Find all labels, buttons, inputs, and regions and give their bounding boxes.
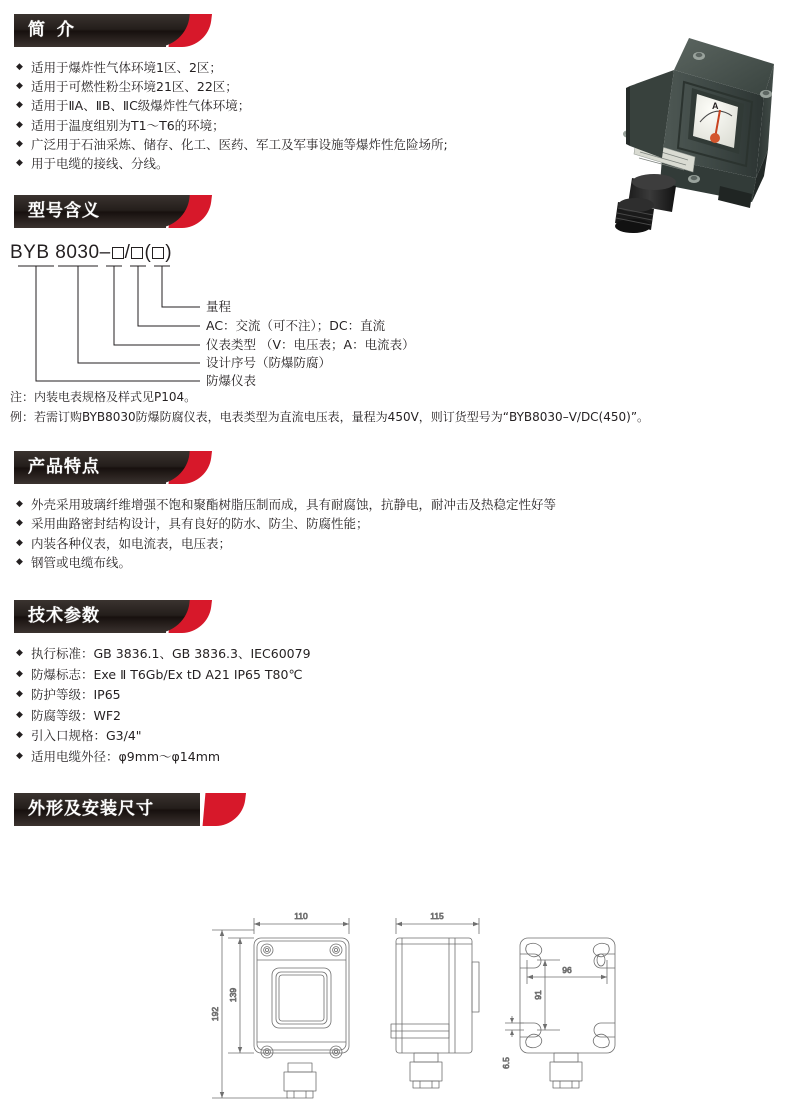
list-item: ◆ 适用于温度组别为T1～T6的环境； xyxy=(16,116,800,135)
model-placeholder-range xyxy=(152,247,164,259)
dim-label-front-width: 110 xyxy=(294,911,308,921)
model-legend-diagram xyxy=(10,264,800,389)
enclosure-left-edge xyxy=(626,86,630,146)
list-item: ◆ 适用电缆外径：φ9mm～φ14mm xyxy=(16,747,800,768)
list-item: ◆ 外壳采用玻璃纤维增强不饱和聚酯树脂压制而成，具有耐腐蚀，抗静电，耐冲击及热稳定性好等 xyxy=(16,495,800,514)
section-banner-dimensions xyxy=(14,793,244,826)
list-item: ◆ 引入口规格：G3/4" xyxy=(16,726,800,747)
model-code-dash: – xyxy=(99,242,111,264)
model-legend-label: 仪表类型 （V：电压表；A：电流表） xyxy=(206,337,415,353)
list-item: ◆ 防腐等级：WF2 xyxy=(16,706,800,727)
dimension-drawings-svg xyxy=(0,900,800,1108)
product-photo xyxy=(596,26,800,240)
specs-list xyxy=(16,644,800,767)
dim-label-rear-hole-horizontal: 96 xyxy=(562,965,572,975)
section-banner-intro xyxy=(14,14,210,47)
section-title-specs: 技术参数 xyxy=(28,606,100,627)
list-item: ◆ 防护等级：IP65 xyxy=(16,685,800,706)
model-example: 例：若需订购BYB8030防爆防腐仪表，电表类型为直流电压表，量程为450V，则订货型号为“BYB8030–V/DC(450)”。 xyxy=(10,410,650,425)
list-item: ◆ 广泛用于石油采炼、储存、化工、医药、军工及军事设施等爆炸性危险场所; xyxy=(16,135,800,154)
dim-label-front-inner-height: 139 xyxy=(228,987,238,1003)
meter-unit-label: A xyxy=(712,101,719,111)
list-item: ◆ 执行标准：GB 3836.1、GB 3836.3、IEC60079 xyxy=(16,644,800,665)
model-code-paren-close: ) xyxy=(165,242,173,264)
list-item: ◆ 内装各种仪表，如电流表，电压表； xyxy=(16,534,800,553)
list-item: ◆ 钢管或电缆布线。 xyxy=(16,553,800,572)
section-banner-specs xyxy=(14,600,210,633)
list-item: ◆ 防爆标志：Exe Ⅱ T6Gb/Ex tD A21 IP65 T80℃ xyxy=(16,665,800,686)
list-item: ◆ 采用曲路密封结构设计，具有良好的防水、防尘、防腐性能； xyxy=(16,514,800,533)
meter-pivot xyxy=(710,133,720,143)
list-item: ◆ 适用于可燃性粉尘环境21区、22区； xyxy=(16,77,800,96)
list-item: ◆ 适用于爆炸性气体环境1区、2区； xyxy=(16,58,800,77)
section-title-model: 型号含义 xyxy=(28,201,100,222)
dim-label-side-depth: 115 xyxy=(430,911,444,921)
section-title-intro: 简 介 xyxy=(28,20,77,40)
drawing-front-view xyxy=(254,938,349,1098)
model-legend-label: AC：交流（可不注）；DC：直流 xyxy=(206,318,386,334)
dimension-drawings xyxy=(0,900,800,1108)
model-code-paren-open: ( xyxy=(144,242,152,264)
cable-gland xyxy=(615,174,676,233)
list-item: ◆ 适用于ⅡA、ⅡB、ⅡC级爆炸性气体环境； xyxy=(16,96,800,115)
model-code-line xyxy=(10,242,800,264)
model-legend-label: 量程 xyxy=(206,299,232,315)
list-item: ◆ 用于电缆的接线、分线。 xyxy=(16,154,800,173)
banner-red-swoosh xyxy=(194,793,246,826)
dim-front-outer-height xyxy=(212,930,288,1098)
model-note: 注：内装电表规格及样式见P104。 xyxy=(10,390,197,405)
dim-label-rear-hole-vertical: 91 xyxy=(533,990,543,1000)
front-screw-bosses xyxy=(261,944,342,1058)
section-title-features: 产品特点 xyxy=(28,457,100,478)
model-legend-label: 设计序号（防爆防腐） xyxy=(206,355,332,371)
product-photo-svg xyxy=(596,26,800,240)
drawing-side-view xyxy=(391,938,479,1088)
section-banner-features xyxy=(14,451,210,484)
dim-label-front-outer-height: 192 xyxy=(210,1006,220,1022)
model-legend-label: 防爆仪表 xyxy=(206,373,257,389)
model-placeholder-type xyxy=(112,247,124,259)
section-title-dimensions: 外形及安装尺寸 xyxy=(28,799,154,820)
dim-rear-edge-offset xyxy=(505,1016,524,1037)
drawing-rear-view xyxy=(520,938,615,1088)
model-code-slash: / xyxy=(124,242,131,264)
section-banner-model xyxy=(14,195,210,228)
model-placeholder-current xyxy=(131,247,143,259)
features-list xyxy=(16,495,800,572)
model-code-prefix: BYB 8030 xyxy=(10,242,100,264)
dim-label-rear-edge-offset: 6.5 xyxy=(501,1057,511,1069)
